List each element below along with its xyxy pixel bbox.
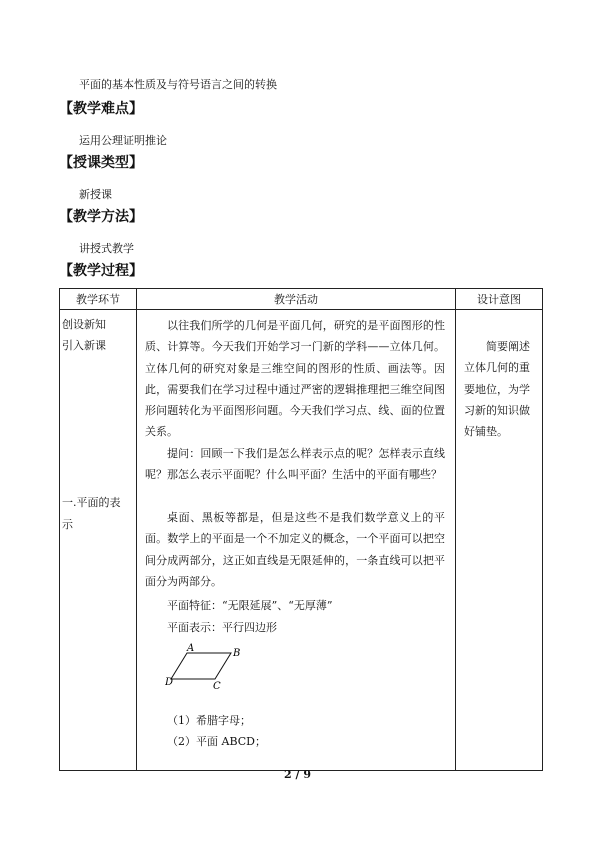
- design-cell: [456, 310, 543, 771]
- stage-cell: [60, 310, 137, 771]
- parallelogram-figure: [165, 643, 245, 691]
- plane-feature: 平面特征：“无限延展”、“无厚薄”: [167, 599, 333, 612]
- page-number: 2 / 9: [284, 768, 311, 781]
- content-class-type: 新授课: [79, 188, 112, 201]
- header-activity: 教学活动: [137, 289, 456, 310]
- content-method: 讲授式教学: [79, 242, 134, 255]
- stage-label: 示: [62, 518, 73, 531]
- heading-process: 【教学过程】: [59, 263, 143, 279]
- stage-label: 创设新知: [62, 318, 106, 331]
- activity-paragraph-1: 以往我们所学的几何是平面几何，研究的是平面图形的性质、计算等。今天我们开始学习一门新的学科——立体几何。立体几何的研究对象是三维空间的图形的性质、画法等。因此，需要我们在学习过程中通过严密的逻辑推理把三维空间图形问题转化为平面图形问题。今天我们学习点、线、面的位置关系。: [145, 319, 445, 439]
- heading-difficulty: 【教学难点】: [59, 101, 143, 117]
- stage-label: 一.平面的表: [62, 496, 121, 509]
- stage-label: 引入新课: [62, 339, 106, 352]
- parallelogram-shape: [171, 653, 231, 679]
- header-stage: 教学环节: [60, 289, 137, 310]
- vertex-label-a: A: [187, 643, 195, 654]
- intro-line: 平面的基本性质及与符号语言之间的转换: [79, 78, 277, 91]
- table-header-row: [60, 289, 543, 310]
- heading-class-type: 【授课类型】: [59, 155, 143, 171]
- heading-method: 【教学方法】: [59, 209, 143, 225]
- design-intent: 简要阐述立体几何的重要地位，为学习新的知识做好铺垫。: [464, 340, 530, 439]
- vertex-label-d: D: [165, 677, 174, 688]
- notation-item-1: （1）希腊字母；: [167, 714, 251, 727]
- content-difficulty: 运用公理证明推论: [79, 134, 167, 147]
- table-row: [60, 310, 543, 771]
- plane-representation: 平面表示：平行四边形: [167, 621, 277, 634]
- activity-paragraph-3: 桌面、黑板等都是，但是这些不是我们数学意义上的平面。数学上的平面是一个不加定义的概念，一个平面可以把空间分成两部分，这正如直线是无限延伸的，一条直线可以把平面分为两部分。: [145, 511, 445, 588]
- header-design: 设计意图: [456, 289, 543, 310]
- vertex-label-b: B: [233, 648, 241, 659]
- activity-paragraph-2: 提问：回顾一下我们是怎么样表示点的呢？怎样表示直线呢？那怎么表示平面呢？什么叫平面？生活中的平面有哪些？: [145, 447, 445, 482]
- activity-cell: [137, 310, 456, 771]
- vertex-label-c: C: [213, 681, 221, 691]
- lesson-table: [59, 288, 543, 771]
- notation-item-2: （2）平面 ABCD；: [167, 735, 266, 748]
